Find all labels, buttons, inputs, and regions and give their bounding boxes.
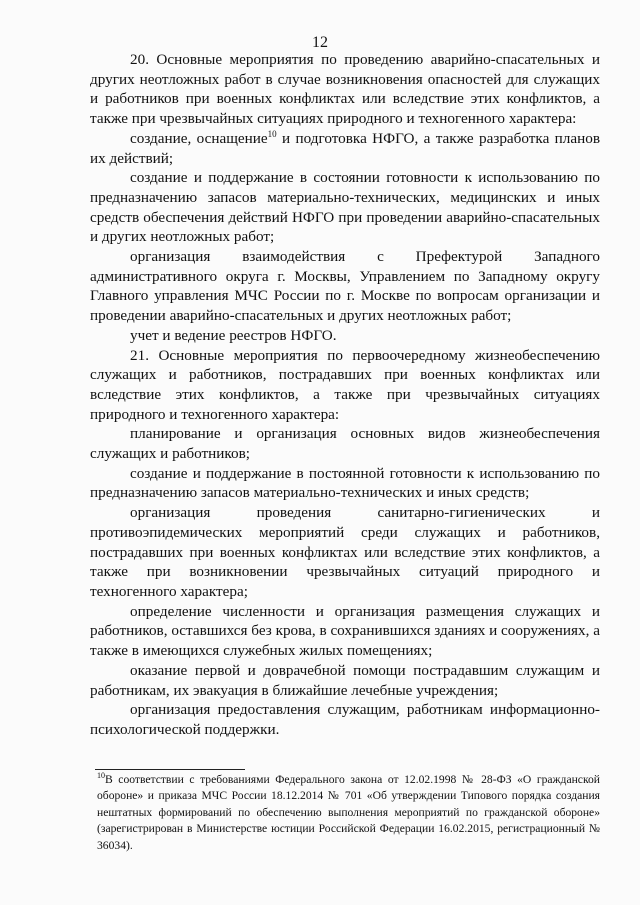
paragraph-sanitary-measures: организация проведения санитарно-гигиенических и противоэпидемических мероприятий среди служащих и работников, пострадавших при военных конфликтах или вследствие этих конфликтов, а также при возникновении чрезвычайных ситуаций природного и техногенного характера; — [90, 504, 600, 600]
paragraph-equipping-nfgo — [90, 129, 600, 168]
footnote-text: В соответствии с требованиями Федерального закона от 12.02.1998 № 28-ФЗ «О гражданской обороне» и приказа МЧС России 18.12.2014 № 701 «Об утверждении Типового порядка создания нештатных формирований по обеспечению выполнения мероприятий по гражданской обороне» (зарегистрирован в Министерстве юстиции Российской Федерации 16.02.2015, регистрационный № 36034). — [97, 773, 600, 852]
paragraph-registry: учет и ведение реестров НФГО. — [130, 326, 337, 344]
body-text — [90, 50, 600, 740]
paragraph-first-aid: оказание первой и доврачебной помощи пострадавшим служащим и работникам, их эвакуация в ближайшие лечебные учреждения; — [90, 661, 600, 699]
paragraph-psychological-support: организация предоставления служащим, работникам информационно-психологической поддержки. — [90, 701, 600, 738]
page-number: 12 — [312, 34, 328, 51]
paragraph-accommodation: определение численности и организация размещения служащих и работников, оставшихся без крова, в сохранившихся зданиях и сооружениях, а также в имеющихся служебных жилых помещениях; — [90, 602, 600, 660]
footnote-marker: 10 — [97, 771, 105, 781]
paragraph-planning: планирование и организация основных видов жизнеобеспечения служащих и работников; — [90, 425, 600, 463]
paragraph-constant-readiness: создание и поддержание в постоянной готовности к использованию по предназначению запасов материально-технических и иных средств; — [90, 464, 600, 502]
paragraph-text: создание, оснащение — [130, 129, 268, 147]
paragraph-text: и подготовка НФГО, а также разработка планов их действий; — [90, 129, 600, 167]
paragraph-item-20: 20. Основные мероприятия по проведению аварийно-спасательных и других неотложных работ в случае возникновения опасностей для служащих и работников при военных конфликтах или вследствие этих конфликтов, а также при чрезвычайных ситуациях природного и техногенного характера: — [90, 51, 600, 128]
footnote-divider — [95, 769, 245, 770]
paragraph-stock-readiness: создание и поддержание в состоянии готовности к использованию по предназначению запасов материально-технических, медицинских и иных средств обеспечения действий НФГО при проведении аварийно-спасательных и других неотложных работ; — [90, 169, 600, 246]
footnote-reference[interactable]: 10 — [267, 128, 277, 139]
footnote — [97, 772, 600, 854]
paragraph-interaction: организация взаимодействия с Префектурой Западного административного округа г. Москвы, Управлением по Западному округу Главного управления МЧС России по г. Москве по вопросам организации и проведении аварийно-спасательных и других неотложных работ; — [90, 248, 600, 325]
paragraph-item-21: 21. Основные мероприятия по первоочередному жизнеобеспечению служащих и работников, пострадавших при военных конфликтах или вследствие этих конфликтов, а также при чрезвычайных ситуациях природного и техногенного характера: — [90, 346, 600, 423]
